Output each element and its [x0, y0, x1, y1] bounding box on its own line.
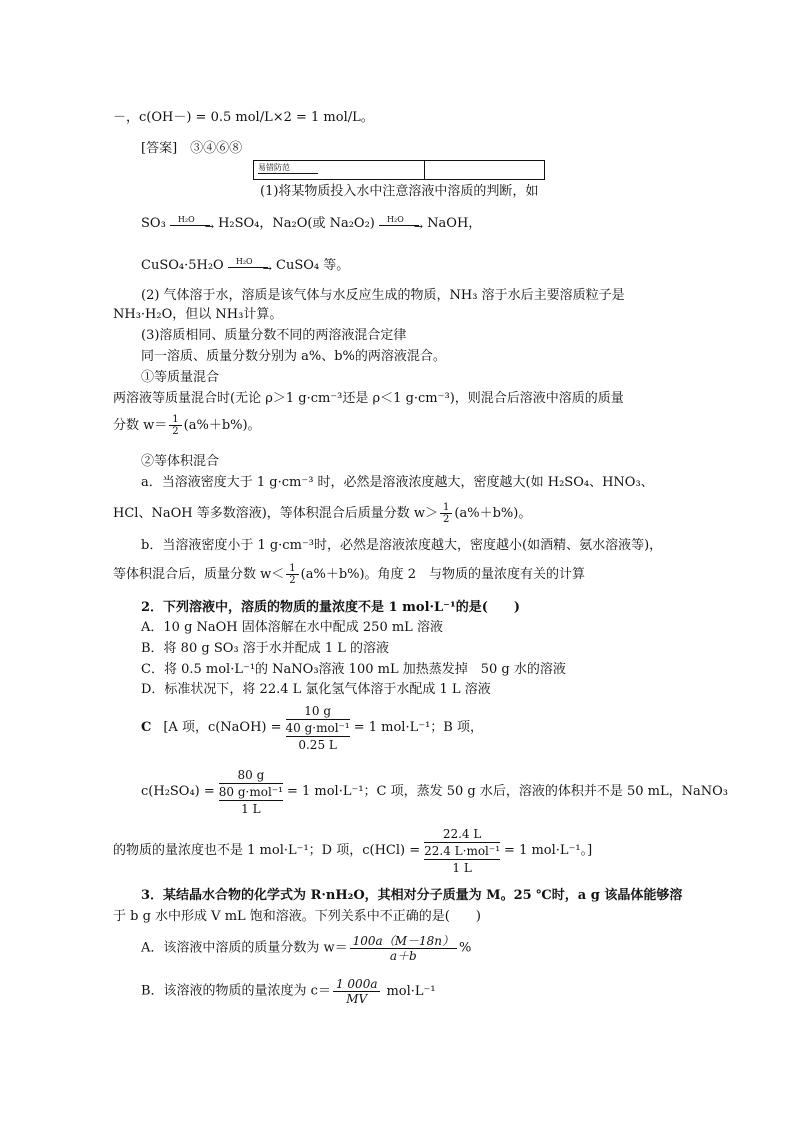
para-2b: NH₃·H₂O，但以 NH₃计算。: [113, 307, 283, 322]
para-11: b．当溶液密度小于 1 g·cm⁻³时，必然是溶液浓度越大，密度越小(如酒精、氨水溶液等)，: [141, 538, 663, 553]
para-3: (3)溶质相同、质量分数不同的两溶液混合定律: [141, 328, 407, 343]
reaction-arrow: H₂O →: [170, 217, 214, 231]
formula-mid: H₂SO₄，Na₂O(或 Na₂O₂): [218, 216, 375, 231]
q2-option-b: B．将 80 g SO₃ 溶于水并配成 1 L 的溶液: [141, 641, 390, 656]
formula-naoh: NaOH，: [427, 216, 482, 231]
para-1c: [141, 257, 349, 275]
fraction-half: $\frac{1}{2}$: [169, 414, 181, 437]
solution-line-3: 的物质的量浓度也不是 1 mol·L⁻¹；D 项，c(HCl) = 22.4 L 22.4 L·mol⁻¹ 1 L = 1 mol·L⁻¹。]: [113, 827, 593, 875]
question-3a: 3．某结晶水合物的化学式为 R·nH₂O，其相对分子质量为 M。25 ℃时，a g 该晶体能够溶: [141, 888, 683, 903]
q2-option-d: D．标准状况下，将 22.4 L 氯化氢气体溶于水配成 1 L 溶液: [141, 682, 491, 697]
reaction-arrow: H₂O →: [228, 259, 272, 273]
para-2a: (2) 气体溶于水，溶质是该气体与水反应生成的物质，NH₃ 溶于水后主要溶质粒子是: [141, 288, 625, 303]
para-6: 两溶液等质量混合时(无论 ρ＞1 g·cm⁻³还是 ρ＜1 g·cm⁻³)，则混合后溶液中溶质的质量: [113, 391, 624, 406]
para-1a: (1)将某物质投入水中注意溶液中溶质的判断，如: [260, 184, 539, 199]
para-1b: [141, 215, 481, 233]
fraction-concentration: $\frac{1 000a}{MV}$: [333, 977, 381, 1006]
fraction-naoh: 10 g 40 g·mol⁻¹ 0.25 L: [285, 704, 350, 752]
formula-so3: SO₃: [141, 216, 166, 231]
para-10: HCl、NaOH 等多数溶液)，等体积混合后质量分数 w＞ $\frac{1}{2}$ (a%＋b%)。: [113, 502, 532, 525]
para-7: 分数 w＝ $\frac{1}{2}$ (a%＋b%)。: [113, 414, 261, 437]
fraction-h2so4: 80 g 80 g·mol⁻¹ 1 L: [218, 768, 283, 816]
fraction-mass-percent: $\frac{100a(M-18n)}{a+b}$: [350, 934, 457, 963]
box-divider: [424, 161, 425, 179]
text-line-top: －，c(OH－) = 0.5 mol/L×2 = 1 mol/L。: [113, 110, 374, 125]
fraction-half: $\frac{1}{2}$: [286, 563, 298, 586]
para-5: ①等质量混合: [141, 370, 220, 385]
box-tab-label: 易错防范: [258, 163, 318, 174]
error-prevention-box: [253, 160, 545, 180]
para-4: 同一溶质、质量分数分别为 a%、b%的两溶液混合。: [141, 349, 446, 364]
para-12: 等体积混合后，质量分数 w＜ $\frac{1}{2}$ (a%＋b%)。角度 2 与物质的量浓度有关的计算: [113, 563, 585, 586]
solution-line-1: C [A 项，c(NaOH) = 10 g 40 g·mol⁻¹ 0.25 L = 1 mol·L⁻¹；B 项，: [141, 704, 483, 752]
answer-line: [答案] ③④⑥⑧: [141, 141, 243, 156]
q2-option-a: A．10 g NaOH 固体溶解在水中配成 250 mL 溶液: [141, 620, 443, 635]
fraction-hcl: 22.4 L 22.4 L·mol⁻¹ 1 L: [424, 827, 501, 875]
question-3b: 于 b g 水中形成 V mL 饱和溶液。下列关系中不正确的是( ): [113, 909, 481, 924]
formula-cuso4: CuSO₄ 等。: [276, 258, 350, 273]
q2-option-c: C．将 0.5 mol·L⁻¹的 NaNO₃溶液 100 mL 加热蒸发掉 50 g 水的溶液: [141, 662, 566, 677]
q3-option-a: A．该溶液中溶质的质量分数为 w＝ $\frac{100a(M-18n)}{a+b}$ %: [141, 934, 472, 963]
formula-cuso4-hydrate: CuSO₄·5H₂O: [141, 258, 224, 273]
answer-letter: C: [141, 720, 152, 735]
fraction-half: $\frac{1}{2}$: [440, 502, 452, 525]
para-9: a．当溶液密度大于 1 g·cm⁻³ 时，必然是溶液浓度越大，密度越大(如 H₂SO₄、HNO₃、: [141, 475, 654, 490]
solution-line-2: c(H₂SO₄) = 80 g 80 g·mol⁻¹ 1 L = 1 mol·L⁻¹；C 项，蒸发 50 g 水后，溶液的体积并不是 50 mL，NaNO₃: [141, 768, 729, 816]
question-2: 2．下列溶液中，溶质的物质的量浓度不是 1 mol·L⁻¹的是( ): [141, 600, 521, 615]
reaction-arrow: H₂O →: [379, 217, 423, 231]
q3-option-b: B．该溶液的物质的量浓度为 c＝ $\frac{1 000a}{MV}$ mol·L⁻¹: [141, 977, 436, 1006]
para-8: ②等体积混合: [141, 454, 220, 469]
